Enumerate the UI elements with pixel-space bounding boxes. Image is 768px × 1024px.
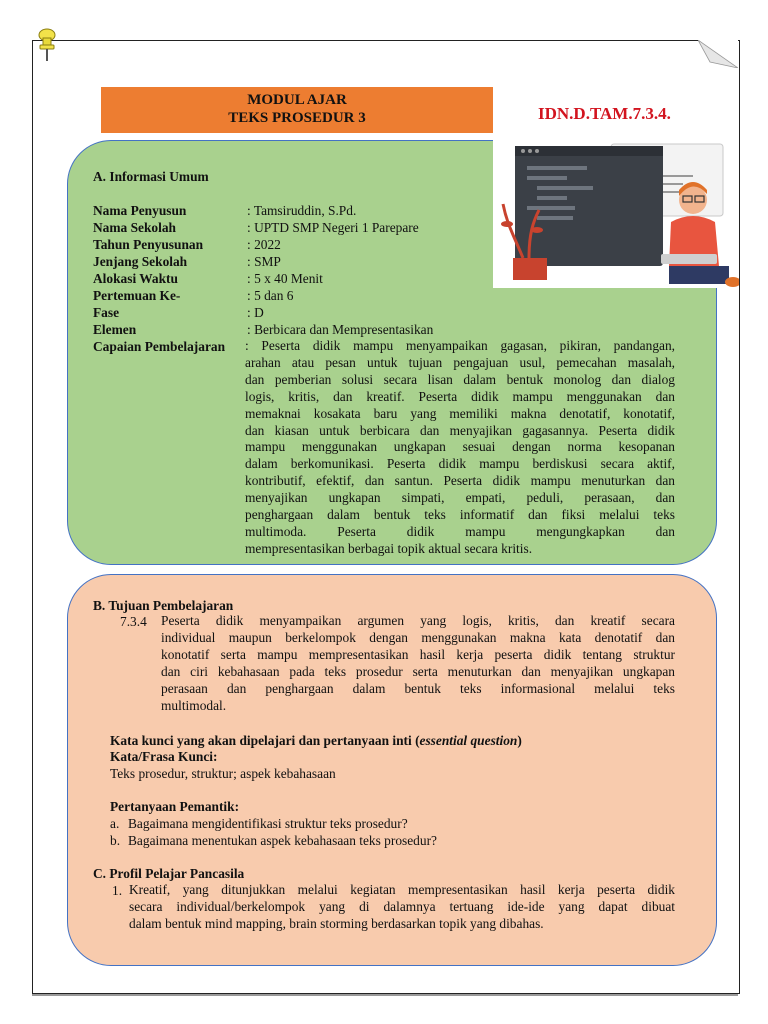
info-value: : Berbicara dan Mempresentasikan (247, 322, 434, 337)
text-line: multimodal. (161, 697, 227, 713)
info-label: Nama Penyusun (93, 203, 187, 218)
pemantik-marker: b. (110, 833, 121, 848)
text-line: mempresentasikan berbagai topik aktual secara kritis. (245, 540, 533, 556)
info-value: : 2022 (247, 237, 281, 252)
developer-illustration (493, 134, 739, 288)
capaian-label: Capaian Pembelajaran (93, 339, 226, 354)
text-line: konotatif serta mampu mempresentasikan hasil kerja peserta didik tentang struktur (161, 646, 675, 662)
text-line: arahan atau pesan untuk tujuan pengajuan usul, pemecahan masalah, (245, 354, 675, 370)
frasa-kunci-value: Teks prosedur, struktur; aspek kebahasaan (110, 766, 336, 781)
info-label: Nama Sekolah (93, 220, 176, 235)
kata-kunci-heading (110, 732, 522, 749)
info-value: : SMP (247, 254, 281, 269)
text-line: secara individual/berkelompok yang di dalamnya tertuang ide-ide yang dapat dibuat (129, 898, 675, 914)
capaian-text (245, 338, 675, 558)
text-line: dalam berkomunikasi. Peserta didik mampu berdiskusi secara aktif, (245, 456, 675, 472)
text-line: dalam bentuk mind mapping, brain storming berdasarkan topik yang dibahas. (129, 915, 544, 931)
profil-marker: 1. (112, 883, 123, 898)
footer-line (32, 994, 738, 996)
info-value: : UPTD SMP Negeri 1 Parepare (247, 220, 419, 235)
tp-number: 7.3.4 (120, 614, 147, 629)
info-label: Pertemuan Ke- (93, 288, 181, 303)
heading-text: ) (517, 733, 522, 748)
text-line: multimoda. Peserta didik mampu mengungkapkan dan (245, 523, 675, 539)
pushpin-icon (34, 28, 60, 64)
module-title-box (101, 87, 493, 133)
text-line: individual maupun berkelompok dengan menggunakan makna kata denotatif dan (161, 629, 675, 645)
text-line: mampu menggunakan ungkapan sesuai dengan norma kesopanan (245, 439, 675, 455)
text-line: logis, kritis, dan kreatif. Peserta didik mampu menggunakan dan (245, 388, 675, 404)
heading-text: Kata kunci yang akan dipelajari dan pertanyaan inti ( (110, 733, 420, 748)
text-line: perasaan dan penghargaan dalam bentuk teks informasional melalui teks (161, 680, 675, 696)
title-line-2: TEKS PROSEDUR 3 (228, 110, 366, 126)
pemantik-marker: a. (110, 816, 120, 831)
text-line: memaknai kosakata baru yang memiliki makna denotatif, konotatif, (245, 405, 675, 421)
info-label: Tahun Penyusunan (93, 237, 204, 252)
pemantik-heading: Pertanyaan Pemantik: (110, 799, 240, 814)
info-value: : Tamsiruddin, S.Pd. (247, 203, 357, 218)
pemantik-item: Bagaimana mengidentifikasi struktur teks prosedur? (128, 816, 408, 831)
section-c-heading: C. Profil Pelajar Pancasila (93, 866, 245, 881)
info-value: : 5 dan 6 (247, 288, 294, 303)
info-value: : 5 x 40 Menit (247, 271, 323, 286)
section-a-heading: A. Informasi Umum (93, 169, 209, 184)
text-line: : Peserta didik mampu menyampaikan gagasan, pikiran, pandangan, (245, 338, 675, 353)
title-line-1: MODUL AJAR (247, 92, 347, 108)
page-curl-icon (698, 40, 738, 68)
info-label: Jenjang Sekolah (93, 254, 188, 269)
text-line: kontributif, efektif, dan santun. Peserta didik mampu menuturkan dan (245, 473, 675, 489)
module-code: IDN.D.TAM.7.3.4. (538, 104, 671, 123)
info-label: Alokasi Waktu (93, 271, 178, 286)
frasa-kunci-label: Kata/Frasa Kunci: (110, 749, 218, 764)
heading-italic: essential question (419, 733, 518, 748)
text-line: dan ciri kebahasaan pada teks prosedur serta menuturkan dan menyajikan ungkapan (161, 663, 675, 679)
text-line: Peserta didik menyampaikan argumen yang logis, kritis, dan kreatif secara (161, 613, 675, 628)
info-value: : D (247, 305, 264, 320)
text-line: menyajikan ungkapan simpati, empati, peduli, perasaan, dan (245, 490, 675, 506)
text-line: dan kiasan untuk berbicara dan menyajikan gagasannya. Peserta didik (245, 422, 675, 438)
text-line: Kreatif, yang ditunjukkan melalui kegiatan mempresentasikan hasil kerja peserta didik (129, 882, 675, 897)
text-line: penghargaan dalam bentuk teks informatif dan fiksi melalui teks (245, 507, 675, 523)
info-label: Elemen (93, 322, 137, 337)
tp-text (161, 613, 675, 714)
info-label: Fase (93, 305, 120, 320)
section-b-heading: B. Tujuan Pembelajaran (93, 598, 234, 613)
profil-text (129, 882, 675, 933)
pemantik-item: Bagaimana menentukan aspek kebahasaan teks prosedur? (128, 833, 437, 848)
text-line: dan pemberian solusi secara lisan dalam bentuk monolog dan dialog (245, 371, 675, 387)
